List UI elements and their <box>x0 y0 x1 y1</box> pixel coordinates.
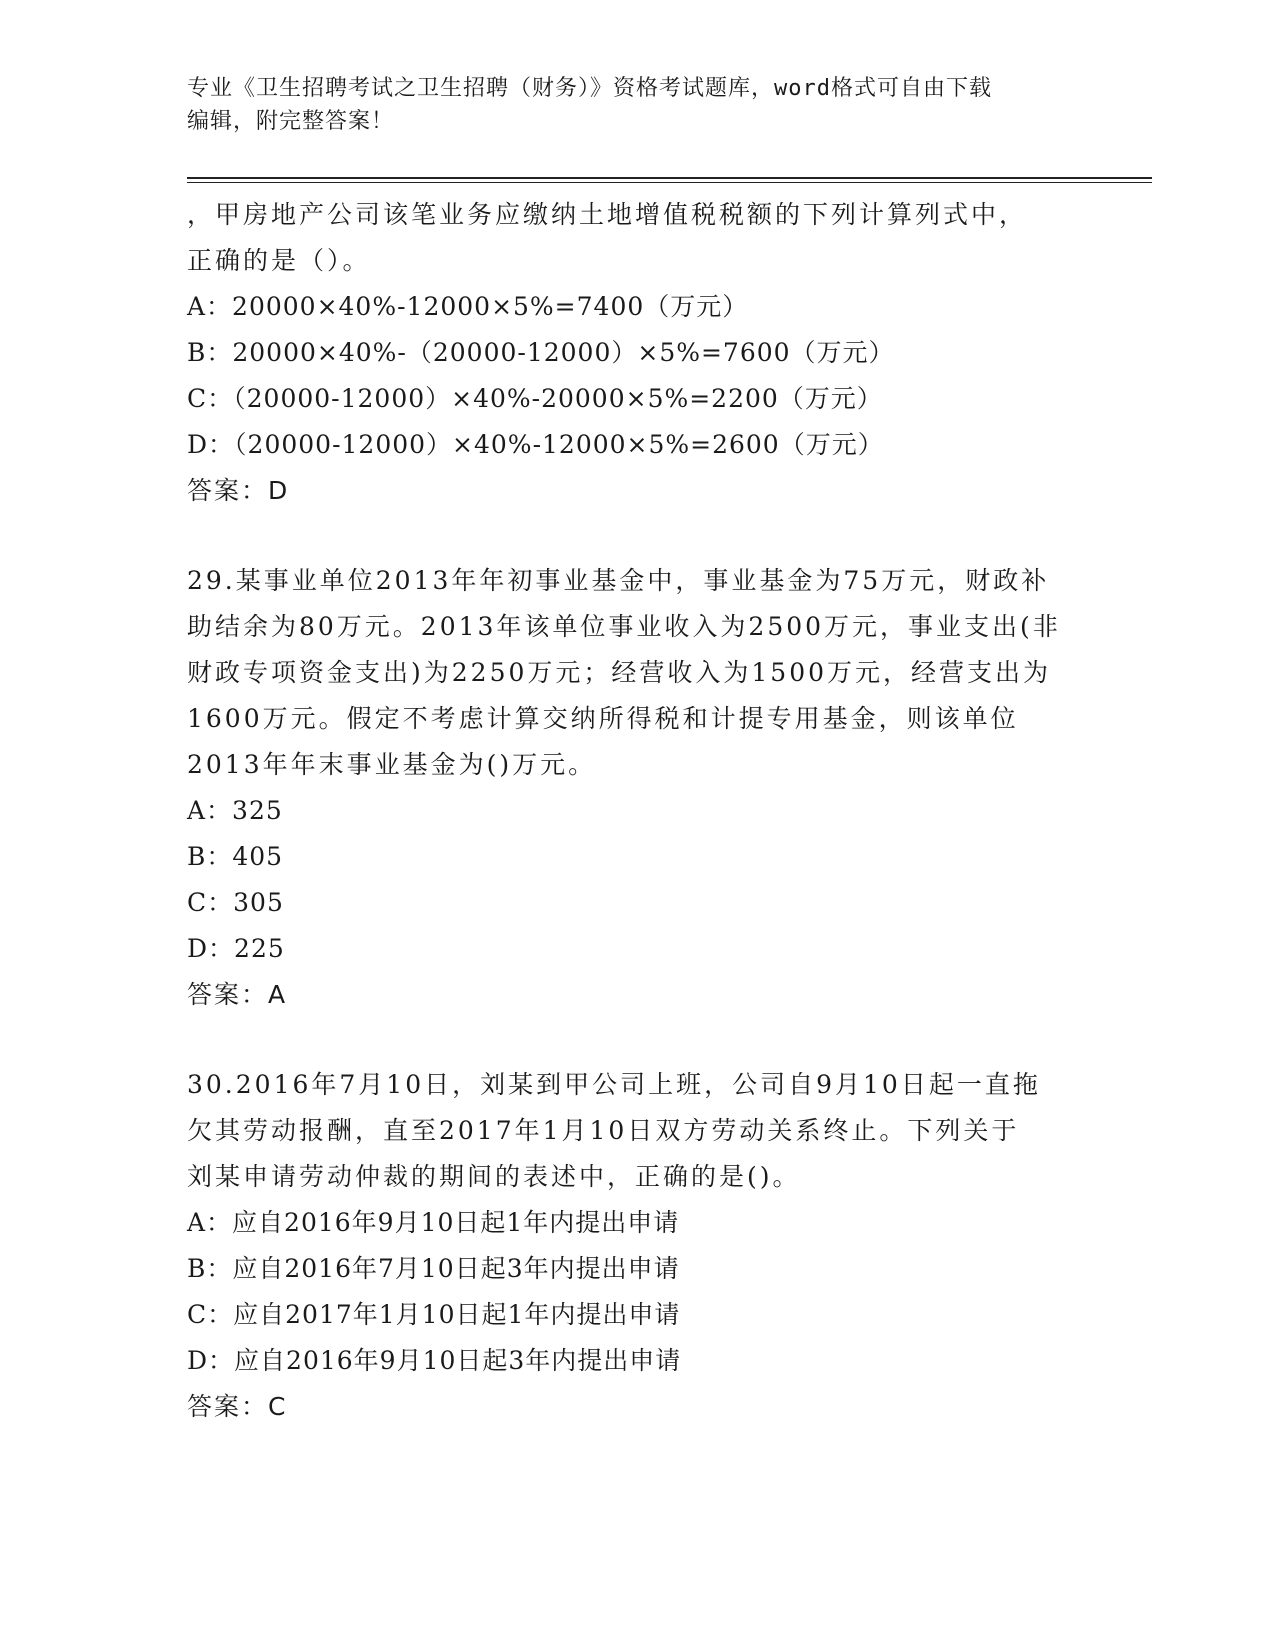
option-a: A：应自2016年9月10日起1年内提出申请 <box>187 1208 680 1237</box>
header-line-2: 编辑，附完整答案！ <box>187 109 395 134</box>
document-header <box>187 72 1067 138</box>
question-text-line: 2013年年末事业基金为()万元。 <box>187 750 597 779</box>
spacer <box>187 1018 1087 1062</box>
question-29 <box>187 558 1087 1018</box>
option-b: B：405 <box>187 842 284 871</box>
header-rule-thick <box>187 177 1152 179</box>
option-d: D：应自2016年9月10日起3年内提出申请 <box>187 1346 682 1375</box>
answer: 答案：A <box>187 980 288 1009</box>
header-line-1: 专业《卫生招聘考试之卫生招聘（财务）》资格考试题库，word格式可自由下载 <box>187 76 992 101</box>
question-text-line: 1600万元。假定不考虑计算交纳所得税和计提专用基金，则该单位 <box>187 704 1019 733</box>
option-d: D：225 <box>187 934 285 963</box>
spacer <box>187 514 1087 558</box>
question-30 <box>187 1062 1087 1430</box>
option-c: C：应自2017年1月10日起1年内提出申请 <box>187 1300 681 1329</box>
option-b: B：20000×40%-（20000-12000）×5%=7600（万元） <box>187 338 895 367</box>
question-text-line: 30.2016年7月10日，刘某到甲公司上班，公司自9月10日起一直拖 <box>187 1070 1041 1099</box>
option-b: B：应自2016年7月10日起3年内提出申请 <box>187 1254 680 1283</box>
answer: 答案：D <box>187 476 290 505</box>
option-d: D：（20000-12000）×40%-12000×5%=2600（万元） <box>187 430 884 459</box>
option-a: A：325 <box>187 796 283 825</box>
option-a: A：20000×40%-12000×5%=7400（万元） <box>187 292 749 321</box>
question-text-line: 刘某申请劳动仲裁的期间的表述中，正确的是()。 <box>187 1162 801 1191</box>
option-c: C：305 <box>187 888 284 917</box>
question-text-line: 正确的是（）。 <box>187 246 371 275</box>
option-c: C：（20000-12000）×40%-20000×5%=2200（万元） <box>187 384 883 413</box>
question-text-line: 财政专项资金支出)为2250万元；经营收入为1500万元，经营支出为 <box>187 658 1052 687</box>
question-28 <box>187 192 1087 514</box>
question-text-line: 欠其劳动报酬，直至2017年1月10日双方劳动关系终止。下列关于 <box>187 1116 1020 1145</box>
answer: 答案：C <box>187 1392 288 1421</box>
question-text-line: 29.某事业单位2013年年初事业基金中，事业基金为75万元，财政补 <box>187 566 1050 595</box>
question-text-line: 助结余为80万元。2013年该单位事业收入为2500万元，事业支出(非 <box>187 612 1061 641</box>
header-rule-thin <box>187 182 1152 183</box>
question-text-line: ，甲房地产公司该笔业务应缴纳土地增值税税额的下列计算列式中， <box>187 200 1028 229</box>
question-content <box>187 192 1087 1430</box>
